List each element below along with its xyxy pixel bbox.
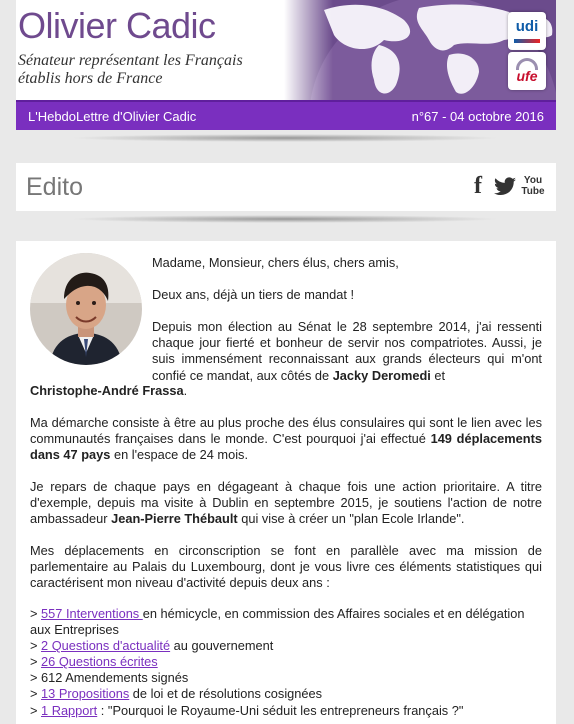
brand-subtitle: Sénateur représentant les Français établis hors de France <box>18 52 243 87</box>
udi-logo-text: udi <box>515 18 539 35</box>
paragraph-activity: Mes déplacements en circonscription se font en parallèle avec ma mission de parlementaire au Palais du Luxembourg, dont je vous livre ces éléments statistiques qui caractérisent mon niveau d'activité depuis deux ans : <box>30 543 542 591</box>
edito-section-header <box>16 163 556 211</box>
facebook-icon[interactable]: f <box>474 173 482 199</box>
intro-paragraph: Deux ans, déjà un tiers de mandat ! <box>152 287 355 302</box>
rapport-link[interactable]: 1 Rapport <box>41 702 98 718</box>
propositions-link[interactable]: 13 Propositions <box>41 686 130 702</box>
list-item <box>30 654 542 670</box>
udi-logo-stripe <box>514 39 540 43</box>
brand-name: Olivier Cadic <box>18 5 216 46</box>
ufe-logo-text: ufe <box>516 68 538 84</box>
paragraph-election-continued <box>30 383 542 399</box>
bar-shadow <box>70 134 500 142</box>
activity-stats-list <box>30 606 542 719</box>
paragraph-election-end: . <box>183 383 188 398</box>
list-bullet: > <box>30 606 42 621</box>
paragraph-travel-end: en l'espace de 24 mois. <box>110 447 248 463</box>
twitter-icon[interactable] <box>493 171 517 201</box>
list-item <box>30 606 542 638</box>
paragraph-election-text: Depuis mon élection au Sénat le 28 septembre 2014, j'ai ressenti chaque jour fierté et bonheur de servir nos compatriotes. Aussi, je suis immensément reconnaissant aux grands électeurs qui m'ont confié ce mandat, aux côtés de <box>152 319 542 383</box>
interventions-link[interactable]: 557 Interventions <box>41 606 143 621</box>
list-bullet: > <box>30 654 42 670</box>
questions-ecrites-link[interactable]: 26 Questions écrites <box>41 654 158 670</box>
list-item-text: : "Pourquoi le Royaume-Uni séduit les entrepreneurs français ?" <box>97 702 464 718</box>
list-item <box>30 670 542 686</box>
youtube-icon[interactable] <box>520 171 546 201</box>
questions-actualite-link[interactable]: 2 Questions d'actualité <box>41 638 171 654</box>
list-item-text: de loi et de résolutions cosignées <box>129 686 323 702</box>
list-item <box>30 638 542 654</box>
greeting: Madame, Monsieur, chers élus, chers amis, <box>152 255 399 270</box>
paragraph-priorities <box>30 479 542 528</box>
paragraph-election <box>152 319 542 384</box>
section-title: Edito <box>26 173 83 201</box>
name-christophe-andre-frassa: Christophe-André Frassa <box>30 383 184 398</box>
list-bullet: > <box>30 702 42 718</box>
paragraph-priorities-end: qui vise à créer un "plan Ecole Irlande". <box>237 511 465 527</box>
youtube-tube: Tube <box>521 186 545 197</box>
paragraph-travel <box>30 415 542 464</box>
list-item-text: au gouvernement <box>170 638 274 654</box>
travel-stats-highlight: 149 déplacements dans 47 pays <box>30 431 542 463</box>
list-item <box>30 703 542 719</box>
list-bullet: > <box>30 638 42 654</box>
edito-content <box>16 241 556 724</box>
paragraph-priorities-text: Je repars de chaque pays en dégageant à chaque fois une action prioritaire. A titre d'exemple, depuis ma visite à Dublin en septembre 2015, je soutiens l'action de notre ambassadeur <box>30 479 542 527</box>
newsletter-name: L'HebdoLettre d'Olivier Cadic <box>28 109 197 124</box>
issue-number-date: n°67 - 04 octobre 2016 <box>411 109 544 124</box>
list-item-text: en hémicycle, en commission des Affaires sociales et en délégation aux Entreprises <box>30 606 525 638</box>
newsletter-title-bar <box>16 100 556 130</box>
name-jean-pierre-thebault: Jean-Pierre Thébault <box>111 511 238 527</box>
senator-portrait-photo <box>30 253 142 365</box>
youtube-you: You <box>523 175 543 186</box>
paragraph-travel-text: Ma démarche consiste à être au plus proche des élus consulaires qui sont le lien avec les communautés françaises dans le monde. C'est pourquoi j'ai effectué <box>30 415 542 447</box>
list-bullet: > <box>30 670 42 686</box>
paragraph-election-and: et <box>430 367 446 383</box>
list-item <box>30 686 542 702</box>
ufe-logo[interactable] <box>508 52 546 90</box>
name-jacky-deromedi: Jacky Deromedi <box>332 367 431 383</box>
udi-logo[interactable] <box>508 12 546 50</box>
list-bullet: > <box>30 686 42 702</box>
newsletter-header <box>16 0 556 100</box>
edito-shadow <box>70 215 500 223</box>
list-item-text: 612 Amendements signés <box>41 670 189 686</box>
ufe-logo-swoosh <box>516 58 538 70</box>
social-links <box>466 171 546 201</box>
